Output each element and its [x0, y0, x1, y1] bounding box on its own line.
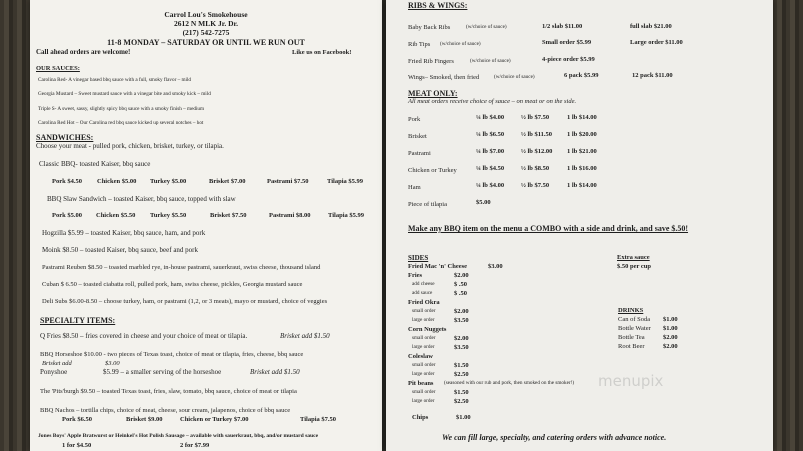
pit-beans-note: (seasoned with our rub and pork, then smoked on the smoker!)	[444, 380, 575, 386]
side-coleslaw: Coleslaw	[408, 353, 433, 360]
moink: Moink $8.50 – toasted Kaiser, bbq sauce, beef and pork	[42, 246, 199, 254]
combo-offer: Make any BBQ item on the menu a COMBO with a side and drink, and save $.50!	[408, 224, 689, 233]
side-chips: Chips	[412, 414, 429, 421]
side-nuggets: Corn Nuggets	[408, 326, 447, 333]
sauces-title: OUR SAUCES:	[36, 65, 80, 72]
bratwurst: Jones Boys' Apple Bratwurst or Heinkel's Hot Polish Sausage – available with sauerkraut, bbq, and/or mustard sauce	[38, 433, 319, 439]
price: $5.00	[476, 199, 491, 206]
sides-title: SIDES	[408, 254, 429, 262]
price: $1.00	[456, 414, 471, 421]
price: Brisket $7.50	[210, 212, 247, 219]
price: 1 lb $14.00	[567, 114, 597, 121]
extra-sauce-title: Extra sauce	[617, 254, 650, 261]
price: ¼ lb $4.50	[476, 165, 505, 172]
price: 1 lb $14.00	[567, 182, 597, 189]
meat-row-name: Brisket	[408, 133, 427, 140]
meat-only-subtitle: All meat orders receive choice of sauce – on meat or on the side.	[408, 98, 577, 105]
price: Small order $5.99	[542, 39, 592, 46]
sauce-item: Georgia Mustard – Sweet mustard sauce with a vinegar bite and smoky kick – mild	[38, 91, 211, 97]
side-option: large order	[412, 371, 435, 377]
price: $ .50	[454, 281, 467, 288]
side-option: large order	[412, 398, 435, 404]
bbq-horseshoe: BBQ Horseshoe $10.00 - two pieces of Texas toast, choice of meat or tilapia, fries, cheese, bbq sauce	[40, 351, 304, 358]
side-option: large order	[412, 317, 435, 323]
bbq-slaw-sandwich: BBQ Slaw Sandwich – toasted Kaiser, bbq sauce, topped with slaw	[47, 195, 236, 203]
price: 1/2 slab $11.00	[542, 23, 583, 30]
price: Tilapia $5.99	[327, 178, 364, 185]
price: $3.00	[488, 263, 503, 270]
horseshoe-brisket: Brisket add	[42, 360, 72, 367]
sauce-item: Carolina Red- A vinegar based bbq sauce with a full, smoky flavor – mild	[38, 77, 191, 83]
call-ahead-note: Call ahead orders are welcome!	[36, 48, 131, 56]
q-fries-add: Brisket add $1.50	[280, 332, 330, 340]
price: Chicken $5.00	[97, 178, 137, 185]
sauce-item: Carolina Red Hot – Our Carolina red bbq sauce kicked up several notches – hot	[38, 120, 204, 126]
specialty-title: SPECIALTY ITEMS:	[40, 316, 116, 325]
price: Pastrami $8.00	[269, 212, 311, 219]
price: ½ lb $8.50	[521, 165, 550, 172]
price: $2.00	[663, 334, 678, 341]
price: $1.50	[454, 362, 469, 369]
price: 12 pack $11.00	[632, 72, 673, 79]
sandwiches-title: SANDWICHES:	[36, 133, 94, 142]
meat-only-title: MEAT ONLY:	[408, 89, 458, 98]
price: full slab $21.00	[630, 23, 672, 30]
drink-item: Bottle Tea	[618, 334, 645, 341]
price: ¼ lb $7.00	[476, 148, 505, 155]
price: 1 lb $20.00	[567, 131, 597, 138]
rib-note: (w/choice of sauce)	[440, 41, 481, 47]
price: $1.00	[663, 325, 678, 332]
rib-note: (w/choice of sauce)	[466, 24, 507, 30]
menu-page-left	[30, 0, 382, 451]
price: ½ lb $12.00	[521, 148, 553, 155]
side-option: add sauce	[412, 290, 433, 296]
meat-row-name: Chicken or Turkey	[408, 167, 457, 174]
price: 1 lb $21.00	[567, 148, 597, 155]
rib-note: (w/choice of sauce)	[494, 74, 535, 80]
price: $2.00	[454, 308, 469, 315]
hours: 11-8 MONDAY – SATURDAY OR UNTIL WE RUN OUT	[107, 38, 305, 47]
restaurant-name: Carrol Lou's Smokehouse	[164, 10, 248, 19]
side-mac: Fried Mac 'n' Cheese	[408, 263, 468, 270]
side-option: add cheese	[412, 281, 435, 287]
side-option: small order	[412, 308, 436, 314]
deli-subs: Deli Subs $6.00-8.50 – choose turkey, ham, or pastrami (1,2, or 3 meats), mayo or mustard, choice of veggies	[42, 298, 328, 305]
price: Tilapia $7.50	[300, 416, 337, 423]
footer-note: We can fill large, specialty, and catering orders with advance notice.	[442, 433, 667, 442]
wood-background-left	[0, 0, 30, 451]
price: ¼ lb $4.00	[476, 114, 505, 121]
sauce-item: Triple S- A sweet, sassy, slightly spicy bbq sauce with a smoky finish – medium	[38, 106, 205, 112]
price: 1 lb $16.00	[567, 165, 597, 172]
price: 1 for $4.50	[62, 442, 92, 449]
rib-item: Baby Back Ribs	[408, 24, 451, 31]
price: Pork $6.50	[62, 416, 92, 423]
pastrami-reuben: Pastrami Reuben $8.50 – toasted marbled rye, in-house pastrami, sauerkraut, swiss cheese, thousand island	[42, 264, 321, 271]
horseshoe-brisket-price: $3.00	[105, 360, 120, 367]
side-option: large order	[412, 344, 435, 350]
price: Brisket $7.00	[209, 178, 246, 185]
sandwiches-intro: Choose your meat - pulled pork, chicken, brisket, turkey, or tilapia.	[36, 142, 224, 150]
price: ½ lb $11.50	[521, 131, 553, 138]
ponyshoe: Ponyshoe	[40, 368, 68, 376]
price: Pork $4.50	[52, 178, 82, 185]
bbq-nachos: BBQ Nachos – tortilla chips, choice of meat, cheese, sour cream, jalapenos, choice of bbq sauce	[40, 407, 291, 414]
price: ¼ lb $6.50	[476, 131, 505, 138]
ponyshoe-desc: $5.99 – a smaller serving of the horseshoe	[103, 368, 222, 376]
price: $2.00	[663, 343, 678, 350]
rib-note: (w/choice of sauce)	[470, 58, 511, 64]
side-option: small order	[412, 335, 436, 341]
price: ½ lb $7.50	[521, 114, 550, 121]
price: Large order $11.00	[630, 39, 683, 46]
side-fries: Fries	[408, 272, 423, 279]
drink-item: Can of Soda	[618, 316, 651, 323]
price: $2.00	[454, 272, 469, 279]
rib-item: Wings– Smoked, then fried	[408, 74, 480, 81]
watermark: menupix	[598, 372, 664, 390]
ribs-title: RIBS & WINGS:	[408, 1, 468, 10]
price: Pork $5.00	[52, 212, 82, 219]
price: Turkey $5.50	[150, 212, 187, 219]
price: $ .50	[454, 290, 467, 297]
price: Turkey $5.00	[150, 178, 187, 185]
side-pit-beans: Pit beans	[408, 380, 434, 387]
price: $3.50	[454, 317, 469, 324]
price: Chicken or Turkey $7.00	[180, 416, 249, 423]
side-option: small order	[412, 389, 436, 395]
drink-item: Bottle Water	[618, 325, 651, 332]
meat-row-name: Piece of tilapia	[408, 201, 447, 208]
price: $3.50	[454, 344, 469, 351]
price: Brisket $9.00	[126, 416, 163, 423]
classic-bbq: Classic BBQ- toasted Kaiser, bbq sauce	[39, 160, 151, 168]
price: $1.50	[454, 389, 469, 396]
wood-background-right	[773, 0, 803, 451]
price: ½ lb $7.50	[521, 182, 550, 189]
price: Pastrami $7.50	[267, 178, 309, 185]
pittsburgh: The 'Pits'burgh $9.50 – toasted Texas toast, fries, slaw, tomato, bbq sauce, choice of meat or tilapia	[40, 388, 297, 395]
price: 6 pack $5.99	[564, 72, 599, 79]
rib-item: Fried Rib Fingers	[408, 58, 454, 65]
side-okra: Fried Okra	[408, 299, 440, 306]
price: Chicken $5.50	[96, 212, 136, 219]
price: $2.50	[454, 371, 469, 378]
menu-page-right	[386, 0, 773, 451]
price: $2.00	[454, 335, 469, 342]
price: $2.50	[454, 398, 469, 405]
drink-item: Root Beer	[618, 343, 645, 350]
side-option: small order	[412, 362, 436, 368]
meat-row-name: Ham	[408, 184, 421, 191]
price: Tilapia $5.99	[328, 212, 365, 219]
restaurant-address: 2612 N MLK Jr. Dr.	[173, 19, 239, 28]
price: 4-piece order $5.99	[542, 56, 595, 63]
price: 2 for $7.99	[180, 442, 210, 449]
meat-row-name: Pastrami	[408, 150, 431, 157]
cuban: Cuban $ 6.50 – toasted ciabatta roll, pulled pork, ham, swiss cheese, pickles, Georgia mustard sauce	[42, 281, 303, 288]
q-fries: Q Fries $8.50 – fries covered in cheese and your choice of meat or tilapia.	[40, 332, 248, 340]
rib-item: Rib Tips	[408, 41, 431, 48]
extra-sauce-price: $.50 per cup	[617, 263, 652, 270]
restaurant-phone: (217) 542-7275	[182, 28, 230, 37]
price: ¼ lb $4.00	[476, 182, 505, 189]
ponyshoe-add: Brisket add $1.50	[250, 368, 300, 376]
facebook-note: Like us on Facebook!	[292, 49, 352, 56]
drinks-title: DRINKS	[618, 307, 644, 314]
price: $1.00	[663, 316, 678, 323]
meat-row-name: Pork	[408, 116, 421, 123]
hogzilla: Hogzilla $5.99 – toasted Kaiser, bbq sauce, ham, and pork	[42, 229, 206, 237]
